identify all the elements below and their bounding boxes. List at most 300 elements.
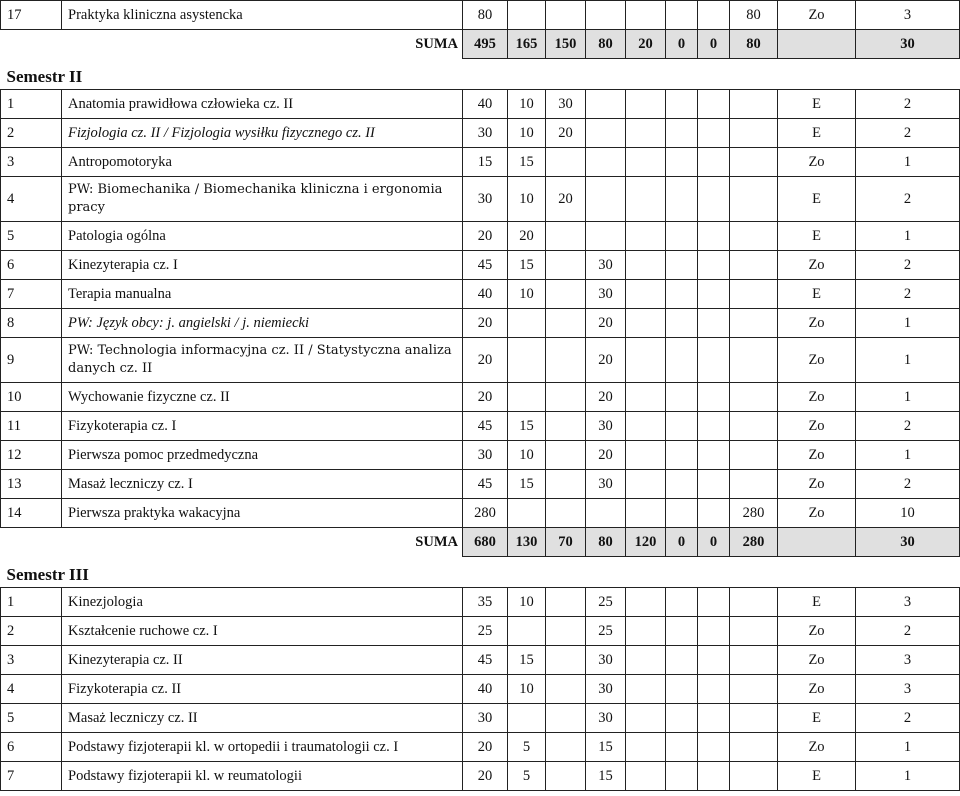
hours-cell: [666, 177, 698, 222]
hours-cell: 10: [508, 675, 546, 704]
row-number: 4: [1, 675, 62, 704]
exam-form: Zo: [778, 675, 856, 704]
hours-cell: [626, 412, 666, 441]
hours-cell: 80: [730, 1, 778, 30]
hours-cell: [666, 646, 698, 675]
exam-form: E: [778, 119, 856, 148]
course-name: Pierwsza praktyka wakacyjna: [62, 499, 463, 528]
sum-hours-cell: 120: [626, 528, 666, 557]
hours-cell: 30: [463, 704, 508, 733]
course-name: Anatomia prawidłowa człowieka cz. II: [62, 90, 463, 119]
ects-points: 1: [856, 338, 960, 383]
ects-points: 2: [856, 251, 960, 280]
hours-cell: [666, 762, 698, 791]
hours-cell: [730, 338, 778, 383]
ects-points: 1: [856, 762, 960, 791]
table-row: [1, 1, 960, 30]
ects-points: 1: [856, 733, 960, 762]
hours-cell: [586, 177, 626, 222]
hours-cell: 40: [463, 675, 508, 704]
sum-spacer: [1, 30, 62, 59]
hours-cell: 20: [463, 383, 508, 412]
hours-cell: [698, 338, 730, 383]
ects-points: 2: [856, 470, 960, 499]
row-number: 5: [1, 222, 62, 251]
hours-cell: [546, 251, 586, 280]
hours-cell: 30: [463, 441, 508, 470]
exam-form: Zo: [778, 733, 856, 762]
hours-cell: 35: [463, 588, 508, 617]
hours-cell: [546, 412, 586, 441]
course-name: Kinezjologia: [62, 588, 463, 617]
hours-cell: [546, 148, 586, 177]
course-name: Wychowanie fizyczne cz. II: [62, 383, 463, 412]
hours-cell: [626, 675, 666, 704]
semester-heading-row: [1, 557, 960, 588]
hours-cell: [698, 704, 730, 733]
hours-cell: [508, 309, 546, 338]
sum-hours-cell: 130: [508, 528, 546, 557]
exam-form: Zo: [778, 412, 856, 441]
hours-cell: [666, 441, 698, 470]
ects-points: 1: [856, 309, 960, 338]
hours-cell: 10: [508, 177, 546, 222]
hours-cell: [730, 646, 778, 675]
course-name: Pierwsza pomoc przedmedyczna: [62, 441, 463, 470]
table-row: [1, 309, 960, 338]
hours-cell: [626, 499, 666, 528]
table-row: [1, 148, 960, 177]
table-row: [1, 617, 960, 646]
sum-hours-cell: 165: [508, 30, 546, 59]
hours-cell: [698, 499, 730, 528]
hours-cell: [698, 470, 730, 499]
row-number: 11: [1, 412, 62, 441]
hours-cell: 10: [508, 588, 546, 617]
hours-cell: [730, 90, 778, 119]
ects-points: 2: [856, 119, 960, 148]
hours-cell: [546, 222, 586, 251]
sum-hours-cell: 0: [666, 528, 698, 557]
ects-points: 3: [856, 588, 960, 617]
hours-cell: [730, 617, 778, 646]
hours-cell: 80: [463, 1, 508, 30]
ects-points: 2: [856, 704, 960, 733]
hours-cell: [508, 338, 546, 383]
hours-cell: 25: [463, 617, 508, 646]
hours-cell: [698, 1, 730, 30]
hours-cell: 15: [463, 148, 508, 177]
hours-cell: [698, 90, 730, 119]
exam-form: Zo: [778, 251, 856, 280]
hours-cell: [730, 148, 778, 177]
hours-cell: [698, 222, 730, 251]
course-name: PW: Biomechanika / Biomechanika kliniczna i ergonomia pracy: [62, 177, 463, 222]
table-row: [1, 646, 960, 675]
hours-cell: 10: [508, 441, 546, 470]
ects-points: 3: [856, 646, 960, 675]
sum-label: SUMA: [415, 533, 458, 550]
row-number: 13: [1, 470, 62, 499]
hours-cell: 30: [463, 119, 508, 148]
hours-cell: [626, 119, 666, 148]
hours-cell: [626, 588, 666, 617]
course-name: Podstawy fizjoterapii kl. w ortopedii i traumatologii cz. I: [62, 733, 463, 762]
hours-cell: 15: [508, 412, 546, 441]
course-name: Kinezyterapia cz. II: [62, 646, 463, 675]
sum-row: [1, 528, 960, 557]
hours-cell: [626, 646, 666, 675]
hours-cell: 30: [586, 470, 626, 499]
hours-cell: [730, 733, 778, 762]
hours-cell: [666, 383, 698, 412]
ects-points: 2: [856, 177, 960, 222]
hours-cell: [698, 148, 730, 177]
exam-form: E: [778, 222, 856, 251]
hours-cell: [546, 338, 586, 383]
hours-cell: [546, 646, 586, 675]
hours-cell: [546, 499, 586, 528]
hours-cell: 45: [463, 646, 508, 675]
row-number: 12: [1, 441, 62, 470]
row-number: 14: [1, 499, 62, 528]
sum-hours-cell: 150: [546, 30, 586, 59]
hours-cell: [626, 309, 666, 338]
hours-cell: 25: [586, 588, 626, 617]
hours-cell: [586, 1, 626, 30]
hours-cell: [586, 499, 626, 528]
course-name: Masaż leczniczy cz. II: [62, 704, 463, 733]
hours-cell: [730, 412, 778, 441]
hours-cell: [508, 499, 546, 528]
exam-form: Zo: [778, 309, 856, 338]
hours-cell: [698, 177, 730, 222]
row-number: 7: [1, 762, 62, 791]
hours-cell: [698, 588, 730, 617]
sum-hours-cell: 70: [546, 528, 586, 557]
exam-form: Zo: [778, 646, 856, 675]
exam-form: Zo: [778, 1, 856, 30]
table-row: [1, 177, 960, 222]
hours-cell: 20: [586, 338, 626, 383]
table-row: [1, 222, 960, 251]
exam-form: Zo: [778, 441, 856, 470]
sum-hours-cell: 80: [586, 528, 626, 557]
hours-cell: 20: [508, 222, 546, 251]
hours-cell: 20: [586, 309, 626, 338]
hours-cell: [730, 309, 778, 338]
hours-cell: [546, 762, 586, 791]
hours-cell: [698, 280, 730, 309]
course-name: Kształcenie ruchowe cz. I: [62, 617, 463, 646]
hours-cell: [626, 222, 666, 251]
hours-cell: 15: [586, 762, 626, 791]
hours-cell: [626, 148, 666, 177]
hours-cell: 15: [508, 148, 546, 177]
hours-cell: [546, 309, 586, 338]
row-number: 8: [1, 309, 62, 338]
hours-cell: [546, 383, 586, 412]
exam-form: E: [778, 280, 856, 309]
hours-cell: [730, 675, 778, 704]
row-number: 2: [1, 119, 62, 148]
course-name: Patologia ogólna: [62, 222, 463, 251]
table-row: [1, 704, 960, 733]
hours-cell: 30: [546, 90, 586, 119]
table-row: [1, 119, 960, 148]
course-name: Antropomotoryka: [62, 148, 463, 177]
hours-cell: [666, 148, 698, 177]
hours-cell: [730, 762, 778, 791]
hours-cell: 25: [586, 617, 626, 646]
hours-cell: [508, 1, 546, 30]
hours-cell: [546, 470, 586, 499]
hours-cell: [730, 222, 778, 251]
row-number: 6: [1, 251, 62, 280]
hours-cell: 30: [586, 675, 626, 704]
sum-exam-empty: [778, 528, 856, 557]
course-name: Podstawy fizjoterapii kl. w reumatologii: [62, 762, 463, 791]
ects-points: 2: [856, 90, 960, 119]
sum-hours-cell: 0: [698, 528, 730, 557]
table-row: [1, 338, 960, 383]
hours-cell: [546, 704, 586, 733]
sum-exam-empty: [778, 30, 856, 59]
sum-row: [1, 30, 960, 59]
hours-cell: 20: [463, 222, 508, 251]
hours-cell: 45: [463, 470, 508, 499]
hours-cell: 5: [508, 733, 546, 762]
course-name: PW: Technologia informacyjna cz. II / Statystyczna analiza danych cz. II: [62, 338, 463, 383]
hours-cell: [546, 441, 586, 470]
hours-cell: 30: [586, 412, 626, 441]
hours-cell: [626, 733, 666, 762]
course-name: Terapia manualna: [62, 280, 463, 309]
hours-cell: 20: [586, 383, 626, 412]
hours-cell: [666, 222, 698, 251]
hours-cell: [626, 280, 666, 309]
row-number: 6: [1, 733, 62, 762]
hours-cell: [626, 441, 666, 470]
sum-hours-cell: 80: [730, 30, 778, 59]
hours-cell: [586, 119, 626, 148]
hours-cell: [666, 704, 698, 733]
ects-points: 2: [856, 617, 960, 646]
hours-cell: [666, 309, 698, 338]
ects-points: 1: [856, 441, 960, 470]
hours-cell: [626, 383, 666, 412]
course-name: PW: Język obcy: j. angielski / j. niemiecki: [62, 309, 463, 338]
course-name: Masaż leczniczy cz. I: [62, 470, 463, 499]
row-number: 2: [1, 617, 62, 646]
hours-cell: [666, 1, 698, 30]
ects-points: 2: [856, 412, 960, 441]
hours-cell: 20: [463, 338, 508, 383]
ects-points: 1: [856, 222, 960, 251]
hours-cell: [666, 90, 698, 119]
hours-cell: [666, 470, 698, 499]
exam-form: Zo: [778, 338, 856, 383]
row-number: 10: [1, 383, 62, 412]
course-name: Fizjologia cz. II / Fizjologia wysiłku fizycznego cz. II: [62, 119, 463, 148]
hours-cell: [626, 251, 666, 280]
hours-cell: 20: [463, 733, 508, 762]
row-number: 17: [1, 1, 62, 30]
hours-cell: [666, 119, 698, 148]
exam-form: Zo: [778, 499, 856, 528]
hours-cell: [508, 617, 546, 646]
hours-cell: 40: [463, 90, 508, 119]
row-number: 4: [1, 177, 62, 222]
hours-cell: [666, 338, 698, 383]
course-name: Kinezyterapia cz. I: [62, 251, 463, 280]
table-row: [1, 251, 960, 280]
hours-cell: [586, 222, 626, 251]
hours-cell: [508, 704, 546, 733]
table-row: [1, 733, 960, 762]
hours-cell: [666, 412, 698, 441]
hours-cell: [666, 251, 698, 280]
hours-cell: [586, 148, 626, 177]
exam-form: Zo: [778, 617, 856, 646]
course-name: Fizykoterapia cz. II: [62, 675, 463, 704]
hours-cell: [730, 280, 778, 309]
hours-cell: [546, 280, 586, 309]
hours-cell: [730, 588, 778, 617]
hours-cell: [626, 338, 666, 383]
hours-cell: 30: [586, 280, 626, 309]
row-number: 9: [1, 338, 62, 383]
course-name: Praktyka kliniczna asystencka: [62, 1, 463, 30]
hours-cell: [546, 617, 586, 646]
hours-cell: 15: [508, 251, 546, 280]
hours-cell: 15: [508, 646, 546, 675]
hours-cell: [586, 90, 626, 119]
sum-ects: 30: [856, 30, 960, 59]
hours-cell: [730, 251, 778, 280]
ects-points: 1: [856, 148, 960, 177]
hours-cell: [698, 251, 730, 280]
ects-points: 3: [856, 675, 960, 704]
hours-cell: [730, 470, 778, 499]
hours-cell: [730, 177, 778, 222]
row-number: 7: [1, 280, 62, 309]
hours-cell: 10: [508, 90, 546, 119]
table-row: [1, 90, 960, 119]
hours-cell: [698, 762, 730, 791]
hours-cell: [666, 588, 698, 617]
sum-hours-cell: 0: [666, 30, 698, 59]
sum-ects: 30: [856, 528, 960, 557]
exam-form: E: [778, 177, 856, 222]
hours-cell: 30: [586, 646, 626, 675]
sum-hours-cell: 80: [586, 30, 626, 59]
hours-cell: [546, 675, 586, 704]
table-row: [1, 441, 960, 470]
course-name: Fizykoterapia cz. I: [62, 412, 463, 441]
exam-form: Zo: [778, 470, 856, 499]
semester-title: Semestr II: [6, 67, 83, 86]
hours-cell: 20: [463, 762, 508, 791]
exam-form: E: [778, 588, 856, 617]
hours-cell: [698, 646, 730, 675]
table-row: [1, 762, 960, 791]
sum-spacer: [1, 528, 62, 557]
hours-cell: [730, 704, 778, 733]
hours-cell: [626, 177, 666, 222]
hours-cell: [626, 90, 666, 119]
hours-cell: [666, 733, 698, 762]
exam-form: E: [778, 90, 856, 119]
hours-cell: [508, 383, 546, 412]
hours-cell: [698, 309, 730, 338]
hours-cell: 20: [546, 177, 586, 222]
table-row: [1, 280, 960, 309]
table-row: [1, 383, 960, 412]
ects-points: 3: [856, 1, 960, 30]
hours-cell: 280: [730, 499, 778, 528]
hours-cell: 280: [463, 499, 508, 528]
row-number: 5: [1, 704, 62, 733]
sum-hours-cell: 0: [698, 30, 730, 59]
semester-heading-row: [1, 59, 960, 90]
hours-cell: 20: [463, 309, 508, 338]
hours-cell: [666, 675, 698, 704]
table-row: [1, 675, 960, 704]
hours-cell: [666, 617, 698, 646]
hours-cell: 5: [508, 762, 546, 791]
hours-cell: [698, 733, 730, 762]
hours-cell: [666, 280, 698, 309]
hours-cell: [698, 675, 730, 704]
hours-cell: [546, 733, 586, 762]
exam-form: E: [778, 704, 856, 733]
hours-cell: [626, 470, 666, 499]
row-number: 1: [1, 588, 62, 617]
hours-cell: [546, 1, 586, 30]
hours-cell: 20: [586, 441, 626, 470]
sum-hours-cell: 495: [463, 30, 508, 59]
hours-cell: [698, 441, 730, 470]
hours-cell: 30: [586, 704, 626, 733]
row-number: 3: [1, 148, 62, 177]
hours-cell: [546, 588, 586, 617]
ects-points: 10: [856, 499, 960, 528]
semester-title: Semestr III: [6, 565, 89, 584]
row-number: 3: [1, 646, 62, 675]
hours-cell: 20: [546, 119, 586, 148]
table-row: [1, 588, 960, 617]
hours-cell: [626, 617, 666, 646]
exam-form: E: [778, 762, 856, 791]
sum-hours-cell: 280: [730, 528, 778, 557]
hours-cell: [666, 499, 698, 528]
hours-cell: [698, 383, 730, 412]
hours-cell: [730, 441, 778, 470]
hours-cell: [698, 617, 730, 646]
hours-cell: 10: [508, 280, 546, 309]
hours-cell: [698, 119, 730, 148]
hours-cell: 15: [508, 470, 546, 499]
exam-form: Zo: [778, 148, 856, 177]
hours-cell: [626, 762, 666, 791]
hours-cell: 10: [508, 119, 546, 148]
sum-label: SUMA: [415, 35, 458, 52]
hours-cell: 45: [463, 251, 508, 280]
hours-cell: [626, 1, 666, 30]
hours-cell: 40: [463, 280, 508, 309]
ects-points: 2: [856, 280, 960, 309]
